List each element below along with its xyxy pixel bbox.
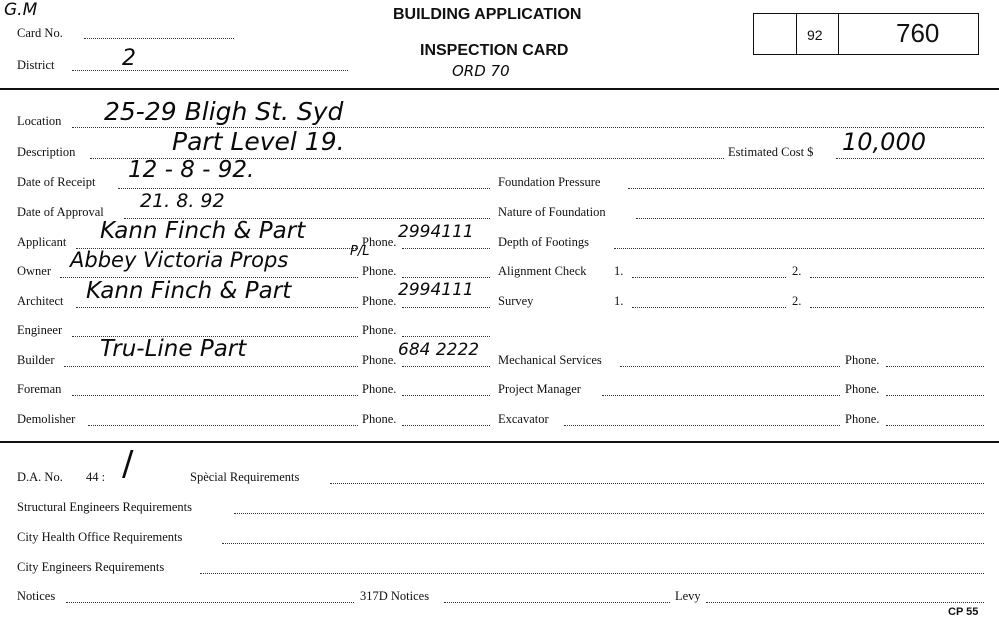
applicant-label: Applicant bbox=[17, 235, 67, 249]
city-engineers-field[interactable] bbox=[200, 573, 984, 574]
demolisher-field[interactable] bbox=[88, 425, 358, 426]
excavator-phone-label: Phone. bbox=[845, 412, 880, 426]
foreman-phone-label: Phone. bbox=[362, 382, 397, 396]
owner-value: Abbey Victoria Props bbox=[70, 248, 289, 272]
foundation-pressure-label: Foundation Pressure bbox=[498, 175, 601, 189]
district-label: District bbox=[17, 58, 55, 72]
builder-phone-value: 684 2222 bbox=[398, 340, 480, 360]
alignment-check-2-label: 2. bbox=[792, 264, 802, 278]
description-value: Part Level 19. bbox=[172, 127, 345, 156]
owner-suffix: P/L bbox=[350, 244, 370, 259]
city-health-office-field[interactable] bbox=[222, 543, 984, 544]
date-of-receipt-label: Date of Receipt bbox=[17, 175, 96, 189]
demolisher-phone-field[interactable] bbox=[402, 425, 490, 426]
applicant-phone-value: 2994111 bbox=[398, 222, 474, 242]
levy-field[interactable] bbox=[706, 602, 984, 603]
date-of-receipt-field[interactable] bbox=[118, 188, 490, 189]
handwritten-initials: G.M bbox=[4, 0, 38, 20]
notices-label: Notices bbox=[17, 589, 56, 603]
survey-2-label: 2. bbox=[792, 294, 802, 308]
levy-label: Levy bbox=[675, 589, 701, 603]
section-divider bbox=[0, 441, 999, 443]
builder-phone-label: Phone. bbox=[362, 353, 397, 367]
project-manager-phone-field[interactable] bbox=[886, 395, 984, 396]
special-requirements-field[interactable] bbox=[330, 483, 984, 484]
architect-value: Kann Finch & Part bbox=[86, 278, 292, 304]
foreman-field[interactable] bbox=[72, 395, 358, 396]
application-number-box bbox=[753, 13, 979, 55]
depth-of-footings-label: Depth of Footings bbox=[498, 235, 589, 249]
da-number: 44 : bbox=[86, 470, 106, 484]
engineer-phone-label: Phone. bbox=[362, 323, 397, 337]
mechanical-phone-field[interactable] bbox=[886, 366, 984, 367]
builder-phone-field[interactable] bbox=[402, 366, 490, 367]
mechanical-services-field[interactable] bbox=[620, 366, 840, 367]
city-engineers-label: City Engineers Requirements bbox=[17, 560, 165, 574]
owner-phone-field[interactable] bbox=[402, 277, 490, 278]
date-of-approval-label: Date of Approval bbox=[17, 205, 104, 219]
architect-phone-label: Phone. bbox=[362, 294, 397, 308]
foreman-phone-field[interactable] bbox=[402, 395, 490, 396]
architect-phone-field[interactable] bbox=[402, 307, 490, 308]
owner-label: Owner bbox=[17, 264, 52, 278]
owner-phone-label: Phone. bbox=[362, 264, 397, 278]
builder-value: Tru-Line Part bbox=[100, 336, 247, 362]
alignment-check-1-field[interactable] bbox=[632, 277, 786, 278]
date-of-receipt-value: 12 - 8 - 92. bbox=[128, 157, 255, 183]
survey-1-label: 1. bbox=[614, 294, 624, 308]
survey-1-field[interactable] bbox=[632, 307, 786, 308]
excavator-phone-field[interactable] bbox=[886, 425, 984, 426]
applicant-phone-label: Phone. bbox=[362, 235, 397, 249]
district-field[interactable] bbox=[72, 70, 348, 71]
form-code: CP 55 bbox=[948, 606, 979, 618]
mechanical-phone-label: Phone. bbox=[845, 353, 880, 367]
survey-2-field[interactable] bbox=[810, 307, 984, 308]
depth-of-footings-field[interactable] bbox=[614, 248, 984, 249]
survey-label: Survey bbox=[498, 294, 534, 308]
project-manager-label: Project Manager bbox=[498, 382, 581, 396]
da-handwritten-mark: / bbox=[122, 444, 134, 484]
special-requirements-label: Spècial Requirements bbox=[190, 470, 300, 484]
date-of-approval-value: 21. 8. 92 bbox=[140, 190, 225, 212]
demolisher-phone-label: Phone. bbox=[362, 412, 397, 426]
handwritten-ord-note: ORD 70 bbox=[452, 62, 510, 80]
builder-field[interactable] bbox=[64, 366, 358, 367]
engineer-phone-field[interactable] bbox=[402, 336, 490, 337]
foundation-pressure-field[interactable] bbox=[628, 188, 984, 189]
nature-of-foundation-label: Nature of Foundation bbox=[498, 205, 606, 219]
excavator-field[interactable] bbox=[564, 425, 840, 426]
header-divider bbox=[0, 88, 999, 90]
location-label: Location bbox=[17, 114, 62, 128]
applicant-value: Kann Finch & Part bbox=[100, 218, 306, 244]
builder-label: Builder bbox=[17, 353, 55, 367]
notices-field[interactable] bbox=[66, 602, 354, 603]
alignment-check-1-label: 1. bbox=[614, 264, 624, 278]
demolisher-label: Demolisher bbox=[17, 412, 76, 426]
architect-label: Architect bbox=[17, 294, 64, 308]
card-no-label: Card No. bbox=[17, 26, 63, 40]
estimated-cost-label: Estimated Cost $ bbox=[728, 145, 814, 159]
applicant-phone-field[interactable] bbox=[402, 248, 490, 249]
foreman-label: Foreman bbox=[17, 382, 62, 396]
notices-317d-field[interactable] bbox=[444, 602, 670, 603]
architect-field[interactable] bbox=[76, 307, 358, 308]
mechanical-services-label: Mechanical Services bbox=[498, 353, 602, 367]
notices-317d-label: 317D Notices bbox=[360, 589, 430, 603]
alignment-check-2-field[interactable] bbox=[810, 277, 984, 278]
alignment-check-label: Alignment Check bbox=[498, 264, 587, 278]
location-value: 25-29 Bligh St. Syd bbox=[104, 97, 344, 126]
excavator-label: Excavator bbox=[498, 412, 549, 426]
project-manager-phone-label: Phone. bbox=[845, 382, 880, 396]
engineer-label: Engineer bbox=[17, 323, 63, 337]
form-title: BUILDING APPLICATION bbox=[393, 6, 582, 23]
district-value: 2 bbox=[122, 46, 136, 71]
application-number: 760 bbox=[896, 18, 940, 48]
architect-phone-value: 2994111 bbox=[398, 280, 474, 300]
da-no-label: D.A. No. bbox=[17, 470, 63, 484]
card-no-field[interactable] bbox=[84, 38, 234, 39]
structural-engineers-field[interactable] bbox=[234, 513, 984, 514]
project-manager-field[interactable] bbox=[602, 395, 840, 396]
estimated-cost-value: 10,000 bbox=[842, 128, 926, 156]
description-label: Description bbox=[17, 145, 76, 159]
form-subtitle: INSPECTION CARD bbox=[420, 42, 569, 59]
nature-of-foundation-field[interactable] bbox=[636, 218, 984, 219]
application-year: 92 bbox=[807, 27, 823, 43]
city-health-office-label: City Health Office Requirements bbox=[17, 530, 183, 544]
structural-engineers-label: Structural Engineers Requirements bbox=[17, 500, 192, 514]
estimated-cost-field[interactable] bbox=[836, 158, 984, 159]
